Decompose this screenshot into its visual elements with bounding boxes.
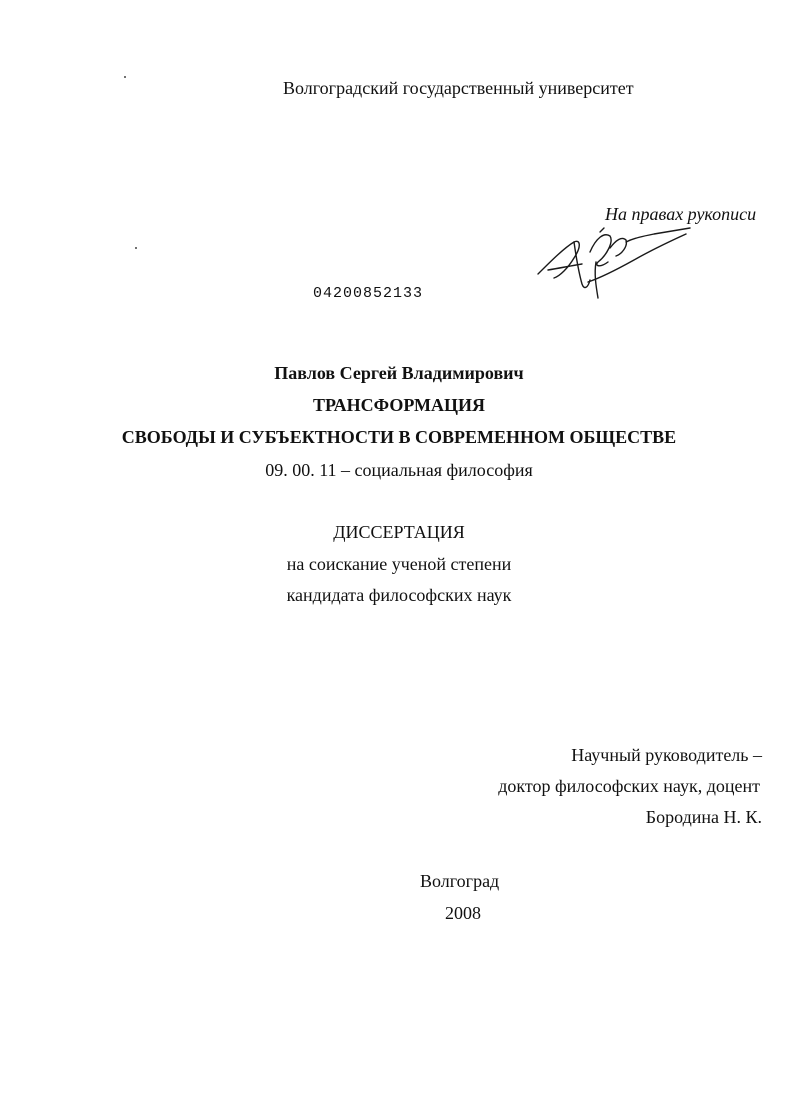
degree-name: кандидата философских наук [286, 585, 512, 605]
scan-speck [135, 247, 137, 249]
scan-speck [124, 76, 126, 78]
author-name: Павлов Сергей Владимирович [274, 363, 524, 383]
dissertation-title-line-2: СВОБОДЫ И СУБЪЕКТНОСТИ В СОВРЕМЕННОМ ОБЩЕСТВЕ [121, 427, 677, 447]
degree-purpose: на соискание ученой степени [286, 554, 512, 574]
dissertation-title-line-1: ТРАНСФОРМАЦИЯ [312, 395, 486, 415]
supervisor-credentials: доктор философских наук, доцент [498, 776, 760, 796]
supervisor-name: Бородина Н. К. [645, 807, 762, 827]
archive-number: 04200852133 [313, 285, 424, 302]
supervisor-label: Научный руководитель – [571, 745, 762, 765]
year: 2008 [445, 903, 481, 923]
city: Волгоград [420, 871, 500, 891]
document-type: ДИССЕРТАЦИЯ [333, 522, 465, 542]
specialty-code: 09. 00. 11 – социальная философия [265, 460, 533, 480]
signature-icon [530, 212, 705, 304]
manuscript-note: На правах рукописи [605, 204, 757, 224]
university-name: Волгоградский государственный университет [283, 78, 634, 98]
